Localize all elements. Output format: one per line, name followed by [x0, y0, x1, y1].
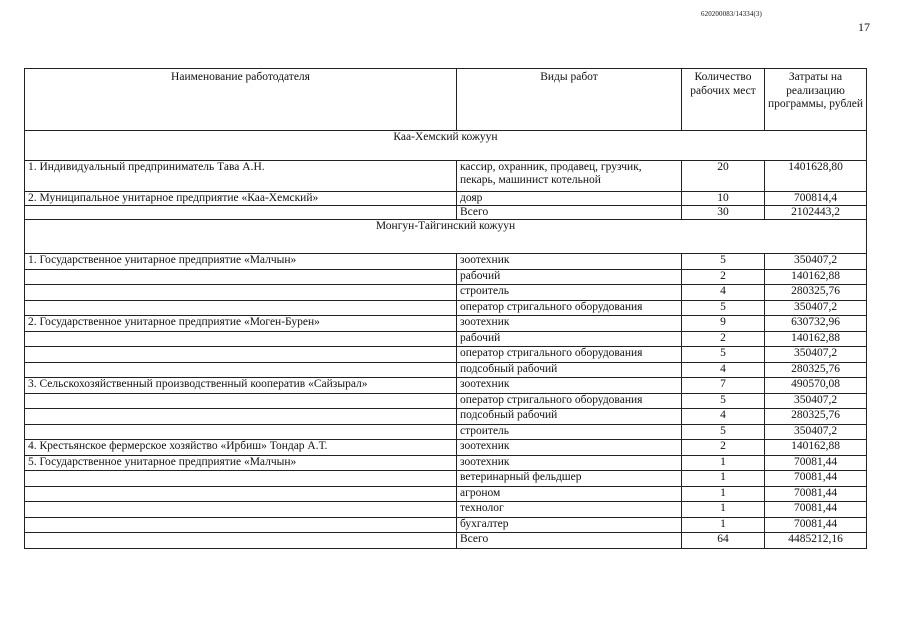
employer-cell: 1. Государственное унитарное предприятие «Малчын»: [25, 254, 457, 270]
count-cell: 10: [682, 192, 765, 206]
table-row: [25, 254, 867, 270]
table-row: [25, 192, 867, 206]
table-row: [25, 300, 867, 316]
count-cell: 4: [682, 409, 765, 425]
total-row: [25, 206, 867, 220]
cost-cell: 350407,2: [765, 393, 867, 409]
count-cell: 64: [682, 533, 765, 549]
cost-cell: 350407,2: [765, 424, 867, 440]
work-type-cell: оператор стригального оборудования: [457, 347, 682, 363]
employer-cell: [25, 206, 457, 220]
header-cost: Затраты на реализацию программы, рублей: [765, 69, 867, 131]
header-row: [25, 69, 867, 131]
cost-cell: 350407,2: [765, 347, 867, 363]
count-cell: 5: [682, 254, 765, 270]
table-row: [25, 269, 867, 285]
region-title: Монгун-Тайгинский кожуун: [25, 220, 867, 254]
document-code: 620200083/14334(3): [701, 10, 762, 18]
table-row: [25, 316, 867, 332]
count-cell: 5: [682, 393, 765, 409]
work-type-cell: Всего: [457, 206, 682, 220]
table-row: [25, 471, 867, 487]
count-cell: 1: [682, 502, 765, 518]
count-cell: 1: [682, 517, 765, 533]
header-count: Количество рабочих мест: [682, 69, 765, 131]
cost-cell: 70081,44: [765, 517, 867, 533]
cost-cell: 4485212,16: [765, 533, 867, 549]
table-row: [25, 486, 867, 502]
count-cell: 1: [682, 486, 765, 502]
work-type-cell: строитель: [457, 424, 682, 440]
table-row: [25, 285, 867, 301]
employer-cell: [25, 362, 457, 378]
cost-cell: 140162,88: [765, 331, 867, 347]
work-type-cell: зоотехник: [457, 455, 682, 471]
table-row: [25, 161, 867, 192]
employer-cell: [25, 331, 457, 347]
work-type-cell: дояр: [457, 192, 682, 206]
work-type-cell: подсобный рабочий: [457, 362, 682, 378]
region-row: [25, 131, 867, 161]
cost-cell: 140162,88: [765, 269, 867, 285]
count-cell: 2: [682, 269, 765, 285]
cost-cell: 70081,44: [765, 486, 867, 502]
work-type-cell: подсобный рабочий: [457, 409, 682, 425]
cost-cell: 2102443,2: [765, 206, 867, 220]
cost-cell: 70081,44: [765, 455, 867, 471]
table-row: [25, 440, 867, 456]
table-row: [25, 424, 867, 440]
cost-cell: 70081,44: [765, 471, 867, 487]
employer-cell: [25, 300, 457, 316]
employer-cell: [25, 471, 457, 487]
work-type-cell: зоотехник: [457, 440, 682, 456]
work-type-cell: оператор стригального оборудования: [457, 300, 682, 316]
header-work-type: Виды работ: [457, 69, 682, 131]
cost-cell: 280325,76: [765, 362, 867, 378]
work-type-cell: технолог: [457, 502, 682, 518]
cost-cell: 700814,4: [765, 192, 867, 206]
region-title: Каа-Хемский кожуун: [25, 131, 867, 161]
count-cell: 2: [682, 440, 765, 456]
work-type-cell: зоотехник: [457, 254, 682, 270]
cost-cell: 70081,44: [765, 502, 867, 518]
work-type-cell: строитель: [457, 285, 682, 301]
employer-cell: [25, 269, 457, 285]
table-row: [25, 331, 867, 347]
cost-cell: 350407,2: [765, 300, 867, 316]
employer-cell: [25, 502, 457, 518]
cost-cell: 630732,96: [765, 316, 867, 332]
cost-cell: 1401628,80: [765, 161, 867, 192]
employer-cell: 1. Индивидуальный предприниматель Тава А.Н.: [25, 161, 457, 192]
work-type-cell: зоотехник: [457, 316, 682, 332]
table-row: [25, 455, 867, 471]
work-type-cell: бухгалтер: [457, 517, 682, 533]
table-row: [25, 393, 867, 409]
employer-cell: [25, 285, 457, 301]
count-cell: 5: [682, 300, 765, 316]
employer-cell: [25, 393, 457, 409]
employer-cell: [25, 533, 457, 549]
employer-cell: 3. Сельскохозяйственный производственный кооператив «Сайзырал»: [25, 378, 457, 394]
cost-cell: 280325,76: [765, 409, 867, 425]
employer-cell: 4. Крестьянское фермерское хозяйство «Ирбиш» Тондар А.Т.: [25, 440, 457, 456]
work-type-cell: агроном: [457, 486, 682, 502]
work-type-cell: рабочий: [457, 269, 682, 285]
employer-cell: [25, 486, 457, 502]
total-row: [25, 533, 867, 549]
count-cell: 7: [682, 378, 765, 394]
employer-cell: [25, 347, 457, 363]
cost-cell: 350407,2: [765, 254, 867, 270]
count-cell: 20: [682, 161, 765, 192]
count-cell: 30: [682, 206, 765, 220]
cost-cell: 280325,76: [765, 285, 867, 301]
count-cell: 5: [682, 347, 765, 363]
table-row: [25, 502, 867, 518]
work-type-cell: рабочий: [457, 331, 682, 347]
cost-cell: 140162,88: [765, 440, 867, 456]
count-cell: 4: [682, 285, 765, 301]
count-cell: 4: [682, 362, 765, 378]
count-cell: 9: [682, 316, 765, 332]
work-type-cell: кассир, охранник, продавец, грузчик, пекарь, машинист котельной: [457, 161, 682, 192]
employer-cell: 2. Государственное унитарное предприятие «Моген-Бурен»: [25, 316, 457, 332]
table-row: [25, 517, 867, 533]
employer-table: [24, 68, 867, 549]
region-row: [25, 220, 867, 254]
employer-cell: [25, 409, 457, 425]
table-row: [25, 347, 867, 363]
table-row: [25, 378, 867, 394]
count-cell: 2: [682, 331, 765, 347]
count-cell: 5: [682, 424, 765, 440]
page-number: 17: [858, 20, 870, 34]
employer-cell: [25, 424, 457, 440]
count-cell: 1: [682, 455, 765, 471]
header-employer: Наименование работодателя: [25, 69, 457, 131]
work-type-cell: ветеринарный фельдшер: [457, 471, 682, 487]
count-cell: 1: [682, 471, 765, 487]
employer-cell: [25, 517, 457, 533]
work-type-cell: оператор стригального оборудования: [457, 393, 682, 409]
employer-cell: 2. Муниципальное унитарное предприятие «Каа-Хемский»: [25, 192, 457, 206]
table-row: [25, 362, 867, 378]
employer-cell: 5. Государственное унитарное предприятие «Малчын»: [25, 455, 457, 471]
cost-cell: 490570,08: [765, 378, 867, 394]
work-type-cell: зоотехник: [457, 378, 682, 394]
table-row: [25, 409, 867, 425]
work-type-cell: Всего: [457, 533, 682, 549]
